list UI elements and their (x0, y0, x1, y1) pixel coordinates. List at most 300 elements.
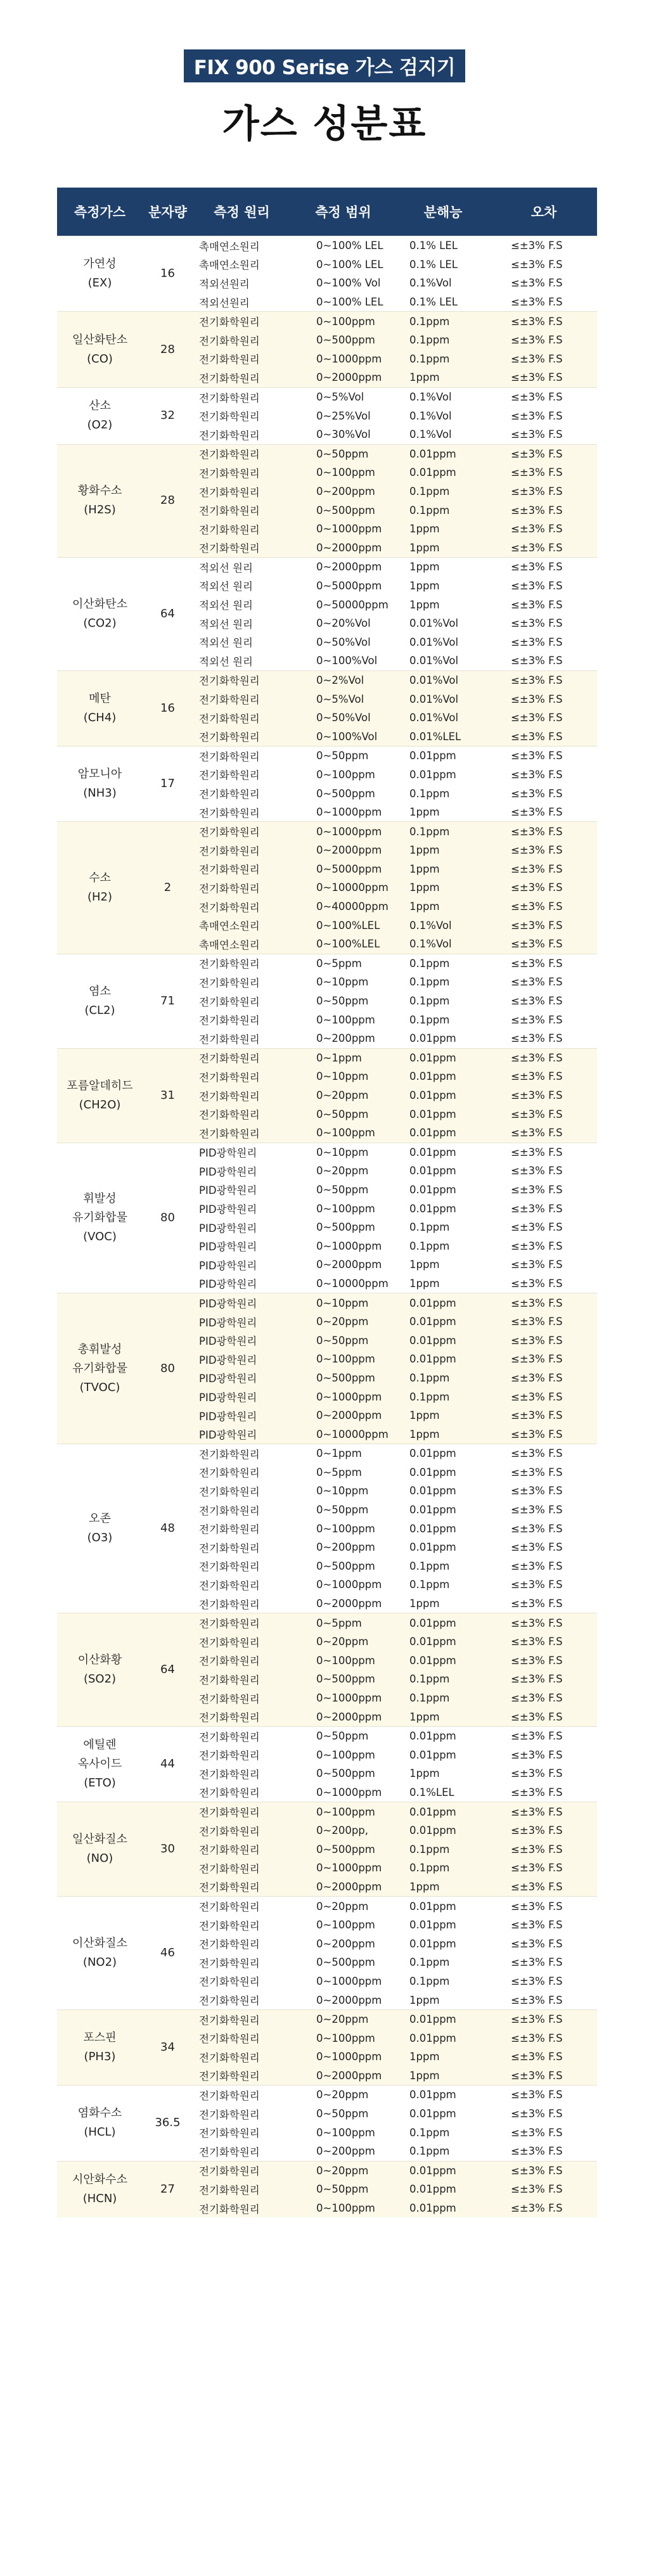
table-row (57, 312, 597, 331)
resolution-cell: 0.01%Vol (395, 708, 491, 727)
principle-cell: PID광학원리 (193, 1350, 291, 1369)
gas-name-cell (57, 954, 143, 1048)
gas-name-cell (57, 2009, 143, 2085)
range-cell: 0~2000ppm (316, 1598, 382, 1610)
principle-cell: 적외선 원리 (199, 599, 253, 612)
range-cell: 0~500ppm (291, 1670, 395, 1689)
error-cell: ≤±3% F.S (511, 277, 563, 290)
principle-cell: 전기화학원리 (193, 1802, 291, 1821)
gas-formula: (CH2O) (79, 1098, 121, 1112)
resolution-cell: 0.01ppm (409, 1504, 456, 1516)
error-cell: ≤±3% F.S (491, 2180, 597, 2199)
principle-cell: 전기화학원리 (193, 1444, 291, 1463)
error-cell: ≤±3% F.S (491, 1670, 597, 1689)
resolution-cell: 0.01ppm (395, 1613, 491, 1632)
principle-cell: 전기화학원리 (193, 708, 291, 727)
error-cell: ≤±3% F.S (491, 1840, 597, 1859)
range-cell: 0~100ppm (316, 2126, 375, 2139)
error-cell: ≤±3% F.S (491, 1878, 597, 1897)
resolution-cell: 0.01%Vol (395, 689, 491, 708)
error-cell: ≤±3% F.S (491, 1350, 597, 1369)
error-cell: ≤±3% F.S (511, 1919, 563, 1932)
principle-cell: 전기화학원리 (193, 482, 291, 501)
range-cell: 0~50000ppm (316, 598, 389, 611)
range-cell: 0~50ppm (316, 1183, 369, 1196)
error-cell: ≤±3% F.S (511, 806, 563, 819)
molecular-weight-cell: 36.5 (143, 2086, 193, 2161)
range-cell: 0~10ppm (316, 976, 369, 989)
principle-cell: 전기화학원리 (193, 331, 291, 350)
error-cell: ≤±3% F.S (491, 916, 597, 935)
range-cell: 0~200ppm (316, 1541, 375, 1554)
error-cell: ≤±3% F.S (511, 409, 563, 422)
error-cell: ≤±3% F.S (491, 727, 597, 746)
range-cell: 0~1ppm (291, 1444, 395, 1463)
gas-name: 황화수소 (77, 484, 122, 498)
range-cell: 0~100%Vol (316, 655, 378, 667)
range-cell: 0~100ppm (316, 1522, 375, 1535)
principle-cell: 전기화학원리 (193, 368, 291, 387)
principle-cell: 전기화학원리 (199, 1579, 260, 1592)
range-cell: 0~2%Vol (291, 670, 395, 689)
resolution-cell: 0.01ppm (395, 1331, 491, 1350)
error-cell: ≤±3% F.S (511, 1786, 563, 1798)
resolution-cell: 0.1ppm (409, 995, 450, 1008)
resolution-cell: 1ppm (395, 1707, 491, 1726)
range-cell: 0~100ppm (291, 2028, 395, 2047)
range-cell: 0~1000ppm (316, 806, 382, 819)
principle-cell: 전기화학원리 (193, 954, 291, 973)
error-cell: ≤±3% F.S (491, 1406, 597, 1425)
error-cell: ≤±3% F.S (511, 1221, 563, 1234)
resolution-cell: 0.1ppm (395, 1840, 491, 1859)
resolution-cell: 0.01ppm (395, 1143, 491, 1162)
principle-cell: 전기화학원리 (193, 2161, 291, 2180)
range-cell: 0~1000ppm (291, 1859, 395, 1878)
range-cell: 0~5ppm (291, 1613, 395, 1632)
range-cell: 0~50ppm (316, 1504, 369, 1516)
principle-cell: 전기화학원리 (193, 689, 291, 708)
error-cell: ≤±3% F.S (491, 501, 597, 520)
resolution-cell: 0.1ppm (409, 1956, 450, 1969)
principle-cell: 전기화학원리 (193, 1670, 291, 1689)
gas-name: 총휘발성 유기화합물 (72, 1342, 127, 1375)
error-cell: ≤±3% F.S (511, 617, 563, 630)
resolution-cell: 0.1%Vol (409, 409, 452, 422)
table-row (57, 558, 597, 577)
col-header-gas: 측정가스 (57, 188, 143, 236)
range-cell: 0~50ppm (316, 2108, 369, 2120)
range-cell: 0~1000ppm (291, 520, 395, 539)
molecular-weight-cell: 64 (143, 558, 193, 671)
principle-cell: 전기화학원리 (193, 1086, 291, 1105)
page-title: 가스 성분표 (222, 102, 427, 146)
table-row (57, 1048, 597, 1067)
error-cell: ≤±3% F.S (491, 954, 597, 973)
error-cell: ≤±3% F.S (491, 1707, 597, 1726)
range-cell: 0~2000ppm (291, 539, 395, 558)
table-header-row (57, 188, 597, 236)
gas-formula: (CH4) (83, 710, 117, 724)
principle-cell: PID광학원리 (199, 1184, 257, 1197)
gas-formula: (VOC) (83, 1229, 117, 1243)
error-cell: ≤±3% F.S (491, 747, 597, 766)
principle-cell: 전기화학원리 (199, 977, 260, 989)
error-cell: ≤±3% F.S (491, 2161, 597, 2180)
error-cell: ≤±3% F.S (491, 558, 597, 577)
resolution-cell: 0.01ppm (395, 1293, 491, 1312)
resolution-cell: 0.01ppm (395, 1350, 491, 1369)
gas-formula: (CL2) (84, 1003, 115, 1017)
range-cell: 0~500ppm (316, 1221, 375, 1234)
principle-cell: 적외선 원리 (193, 558, 291, 577)
range-cell: 0~25%Vol (316, 409, 371, 422)
range-cell: 0~200ppm (291, 482, 395, 501)
range-cell: 0~20%Vol (316, 617, 371, 630)
principle-cell: 전기화학원리 (193, 1613, 291, 1632)
resolution-cell: 0.1ppm (409, 1975, 450, 1987)
resolution-cell: 0.1ppm (395, 331, 491, 350)
principle-cell: 전기화학원리 (199, 1995, 260, 2008)
error-cell: ≤±3% F.S (511, 768, 563, 781)
principle-cell: 전기화학원리 (193, 727, 291, 746)
gas-name: 염화수소 (77, 2106, 122, 2120)
gas-name-cell (57, 1613, 143, 1727)
principle-cell: 전기화학원리 (193, 1632, 291, 1651)
table-row (57, 747, 597, 766)
resolution-cell: 0.01ppm (395, 1067, 491, 1086)
range-cell: 0~30%Vol (316, 428, 371, 441)
principle-cell: 전기화학원리 (193, 501, 291, 520)
error-cell: ≤±3% F.S (511, 1466, 563, 1478)
gas-name: 포름알데히드 (67, 1079, 133, 1093)
range-cell: 0~2000ppm (291, 368, 395, 387)
gas-name: 휘발성 유기화합물 (72, 1191, 127, 1224)
range-cell: 0~100%LEL (291, 916, 395, 935)
error-cell: ≤±3% F.S (491, 1726, 597, 1745)
resolution-cell: 0.01ppm (409, 1541, 456, 1554)
resolution-cell: 0.1ppm (395, 312, 491, 331)
molecular-weight-cell: 48 (143, 1444, 193, 1613)
error-cell: ≤±3% F.S (511, 655, 563, 667)
error-cell: ≤±3% F.S (491, 1689, 597, 1708)
principle-cell: 전기화학원리 (193, 1105, 291, 1124)
principle-cell: PID광학원리 (193, 1312, 291, 1331)
table-row (57, 2161, 597, 2180)
principle-cell: 촉매연소원리 (199, 259, 260, 272)
principle-cell: PID광학원리 (199, 1165, 257, 1178)
range-cell: 0~50%Vol (291, 708, 395, 727)
range-cell: 0~2000ppm (291, 841, 395, 860)
resolution-cell: 0.1ppm (409, 1560, 450, 1572)
resolution-cell: 0.01ppm (395, 1444, 491, 1463)
range-cell: 0~200pp, (291, 1821, 395, 1840)
error-cell: ≤±3% F.S (491, 1802, 597, 1821)
molecular-weight-cell: 80 (143, 1143, 193, 1293)
resolution-cell: 0.1%Vol (409, 277, 452, 290)
range-cell: 0~200ppm (316, 1937, 375, 1950)
col-header-resolution: 분해능 (395, 188, 491, 236)
molecular-weight-cell: 71 (143, 954, 193, 1048)
error-cell: ≤±3% F.S (491, 1859, 597, 1878)
resolution-cell: 1ppm (395, 1425, 491, 1444)
range-cell: 0~100% LEL (291, 236, 395, 255)
principle-cell: 전기화학원리 (193, 350, 291, 369)
resolution-cell: 1ppm (395, 878, 491, 897)
principle-cell: 전기화학원리 (193, 1726, 291, 1745)
resolution-cell: 1ppm (395, 860, 491, 879)
resolution-cell: 0.1ppm (409, 1221, 450, 1234)
range-cell: 0~20ppm (291, 1632, 395, 1651)
range-cell: 0~1000ppm (316, 1579, 382, 1591)
error-cell: ≤±3% F.S (491, 670, 597, 689)
gas-name-cell (57, 558, 143, 671)
principle-cell: 전기화학원리 (193, 2047, 291, 2067)
principle-cell: 전기화학원리 (199, 788, 260, 801)
error-cell: ≤±3% F.S (511, 1183, 563, 1196)
error-cell: ≤±3% F.S (511, 1277, 563, 1290)
error-cell: ≤±3% F.S (491, 1312, 597, 1331)
principle-cell: 전기화학원리 (193, 1897, 291, 1916)
col-header-molecular-weight: 분자량 (143, 188, 193, 236)
range-cell: 0~20ppm (291, 2086, 395, 2105)
gas-name-cell (57, 822, 143, 954)
gas-name-cell (57, 2161, 143, 2217)
resolution-cell: 0.1% LEL (395, 236, 491, 255)
resolution-cell: 0.01ppm (395, 2028, 491, 2047)
range-cell: 0~500ppm (291, 1840, 395, 1859)
molecular-weight-cell: 64 (143, 1613, 193, 1727)
range-cell: 0~100% LEL (316, 258, 383, 271)
resolution-cell: 0.01ppm (395, 1086, 491, 1105)
error-cell: ≤±3% F.S (491, 482, 597, 501)
principle-cell: 전기화학원리 (193, 1878, 291, 1897)
principle-cell: 전기화학원리 (193, 520, 291, 539)
gas-name: 시안화수소 (72, 2172, 127, 2186)
range-cell: 0~5000ppm (316, 579, 382, 592)
principle-cell: PID광학원리 (199, 1278, 257, 1291)
principle-cell: 전기화학원리 (193, 860, 291, 879)
gas-name: 메탄 (89, 691, 111, 705)
range-cell: 0~1000ppm (291, 350, 395, 369)
error-cell: ≤±3% F.S (491, 539, 597, 558)
principle-cell: 전기화학원리 (199, 1485, 260, 1498)
error-cell: ≤±3% F.S (511, 2108, 563, 2120)
resolution-cell: 0.1ppm (395, 1859, 491, 1878)
principle-cell: 적외선 원리 (199, 580, 253, 593)
resolution-cell: 0.01%Vol (409, 655, 459, 667)
range-cell: 0~5ppm (316, 1466, 362, 1478)
gas-name-cell (57, 1293, 143, 1444)
range-cell: 0~10ppm (291, 1143, 395, 1162)
range-cell: 0~50ppm (291, 1105, 395, 1124)
gas-name: 수소 (89, 871, 111, 885)
table-row (57, 954, 597, 973)
principle-cell: 전기화학원리 (199, 1976, 260, 1989)
resolution-cell: 0.01ppm (395, 463, 491, 482)
principle-cell: 전기화학원리 (193, 312, 291, 331)
principle-cell: 촉매연소원리 (193, 935, 291, 954)
resolution-cell: 0.01ppm (409, 1202, 456, 1215)
gas-formula: (PH3) (84, 2050, 116, 2063)
principle-cell: 전기화학원리 (193, 1689, 291, 1708)
resolution-cell: 0.01%Vol (409, 617, 459, 630)
col-header-range: 측정 범위 (291, 188, 395, 236)
error-cell: ≤±3% F.S (511, 1240, 563, 1252)
gas-formula: (EX) (87, 276, 112, 290)
principle-cell: 전기화학원리 (199, 769, 260, 782)
range-cell: 0~50ppm (291, 747, 395, 766)
principle-cell: 전기화학원리 (199, 1542, 260, 1554)
error-cell: ≤±3% F.S (491, 331, 597, 350)
principle-cell: PID광학원리 (193, 1143, 291, 1162)
principle-cell: 전기화학원리 (193, 822, 291, 841)
table-body (57, 236, 597, 2218)
molecular-weight-cell: 28 (143, 312, 193, 387)
error-cell: ≤±3% F.S (511, 1598, 563, 1610)
resolution-cell: 0.01ppm (409, 768, 456, 781)
error-cell: ≤±3% F.S (511, 995, 563, 1008)
error-cell: ≤±3% F.S (491, 2009, 597, 2028)
error-cell: ≤±3% F.S (491, 1632, 597, 1651)
gas-formula: (SO2) (83, 1672, 117, 1686)
range-cell: 0~1000ppm (291, 822, 395, 841)
error-cell: ≤±3% F.S (491, 822, 597, 841)
gas-name-cell (57, 1143, 143, 1293)
principle-cell: PID광학원리 (199, 1259, 257, 1272)
range-cell: 0~100ppm (316, 1919, 375, 1932)
principle-cell: 적외선원리 (199, 297, 250, 309)
range-cell: 0~10000ppm (316, 1277, 389, 1290)
error-cell: ≤±3% F.S (511, 1259, 563, 1271)
product-series-label: FIX 900 Serise 가스 검지기 (184, 49, 465, 82)
gas-name: 일산화탄소 (72, 333, 127, 347)
range-cell: 0~100ppm (291, 463, 395, 482)
resolution-cell: 1ppm (395, 2047, 491, 2067)
gas-name: 오존 (89, 1512, 111, 1526)
molecular-weight-cell: 27 (143, 2161, 193, 2217)
range-cell: 0~50%Vol (316, 636, 371, 648)
resolution-cell: 1ppm (409, 598, 440, 611)
resolution-cell: 0.01ppm (409, 1748, 456, 1761)
principle-cell: PID광학원리 (199, 1203, 257, 1216)
range-cell: 0~2000ppm (316, 1259, 382, 1271)
gas-formula: (H2S) (84, 503, 116, 517)
table-row (57, 1726, 597, 1745)
resolution-cell: 0.01%Vol (409, 636, 459, 648)
range-cell: 0~500ppm (316, 1767, 375, 1780)
principle-cell: PID광학원리 (199, 1241, 257, 1253)
principle-cell: 촉매연소원리 (193, 236, 291, 255)
range-cell: 0~5%Vol (291, 689, 395, 708)
principle-cell: 전기화학원리 (199, 807, 260, 819)
error-cell: ≤±3% F.S (491, 387, 597, 406)
principle-cell: 전기화학원리 (193, 670, 291, 689)
page-header (0, 0, 649, 148)
principle-cell: 전기화학원리 (193, 1707, 291, 1726)
error-cell: ≤±3% F.S (511, 787, 563, 800)
error-cell: ≤±3% F.S (491, 935, 597, 954)
range-cell: 0~100ppm (291, 1802, 395, 1821)
range-cell: 0~100ppm (316, 1202, 375, 1215)
gas-name: 산소 (89, 399, 111, 413)
resolution-cell: 0.01ppm (395, 1632, 491, 1651)
error-cell: ≤±3% F.S (511, 258, 563, 271)
principle-cell: 전기화학원리 (193, 1124, 291, 1143)
principle-cell: 적외선 원리 (199, 655, 253, 668)
range-cell: 0~100ppm (291, 1124, 395, 1143)
principle-cell: 전기화학원리 (193, 1048, 291, 1067)
error-cell: ≤±3% F.S (491, 1651, 597, 1670)
gas-name: 이산화질소 (72, 1937, 127, 1951)
range-cell: 0~2000ppm (291, 558, 395, 577)
molecular-weight-cell: 16 (143, 236, 193, 312)
gas-formula: (HCL) (84, 2125, 116, 2139)
principle-cell: 전기화학원리 (199, 1598, 260, 1611)
principle-cell: 전기화학원리 (193, 2180, 291, 2199)
principle-cell: 전기화학원리 (193, 1067, 291, 1086)
principle-cell: 적외선원리 (199, 278, 250, 290)
range-cell: 0~5000ppm (291, 860, 395, 879)
resolution-cell: 0.1%Vol (395, 387, 491, 406)
principle-cell: PID광학원리 (193, 1387, 291, 1406)
resolution-cell: 0.01ppm (395, 1048, 491, 1067)
resolution-cell: 0.1ppm (395, 501, 491, 520)
resolution-cell: 0.01ppm (395, 1802, 491, 1821)
range-cell: 0~1000ppm (291, 1387, 395, 1406)
resolution-cell: 0.01%LEL (395, 727, 491, 746)
range-cell: 0~500ppm (291, 331, 395, 350)
principle-cell: 전기화학원리 (193, 387, 291, 406)
error-cell: ≤±3% F.S (511, 1032, 563, 1045)
principle-cell: 전기화학원리 (199, 1750, 260, 1762)
gas-name: 염소 (89, 984, 111, 998)
range-cell: 0~100ppm (291, 1651, 395, 1670)
gas-name-cell (57, 747, 143, 822)
error-cell: ≤±3% F.S (491, 1387, 597, 1406)
resolution-cell: 0.1%Vol (409, 428, 452, 441)
range-cell: 0~500ppm (316, 1560, 375, 1572)
principle-cell: 전기화학원리 (199, 1015, 260, 1027)
gas-name-cell (57, 387, 143, 444)
error-cell: ≤±3% F.S (491, 520, 597, 539)
resolution-cell: 1ppm (395, 897, 491, 916)
error-cell: ≤±3% F.S (491, 2047, 597, 2067)
range-cell: 0~20ppm (291, 1086, 395, 1105)
gas-name-cell (57, 670, 143, 746)
table-row (57, 1897, 597, 1916)
principle-cell: 적외선 원리 (199, 618, 253, 631)
error-cell: ≤±3% F.S (491, 1444, 597, 1463)
error-cell: ≤±3% F.S (511, 1956, 563, 1969)
error-cell: ≤±3% F.S (491, 708, 597, 727)
error-cell: ≤±3% F.S (491, 1048, 597, 1067)
molecular-weight-cell: 31 (143, 1048, 193, 1143)
resolution-cell: 0.01ppm (395, 444, 491, 463)
table-row (57, 236, 597, 255)
resolution-cell: 0.01ppm (395, 2180, 491, 2199)
gas-name: 암모니아 (77, 767, 122, 781)
resolution-cell: 0.01ppm (409, 1919, 456, 1932)
resolution-cell: 0.1ppm (409, 2145, 450, 2158)
principle-cell: 전기화학원리 (199, 2108, 260, 2121)
table-row (57, 2009, 597, 2028)
resolution-cell: 0.1ppm (409, 1579, 450, 1591)
molecular-weight-cell: 17 (143, 747, 193, 822)
principle-cell: 전기화학원리 (199, 996, 260, 1008)
resolution-cell: 0.01ppm (395, 2009, 491, 2028)
gas-name: 포스핀 (83, 2031, 117, 2044)
